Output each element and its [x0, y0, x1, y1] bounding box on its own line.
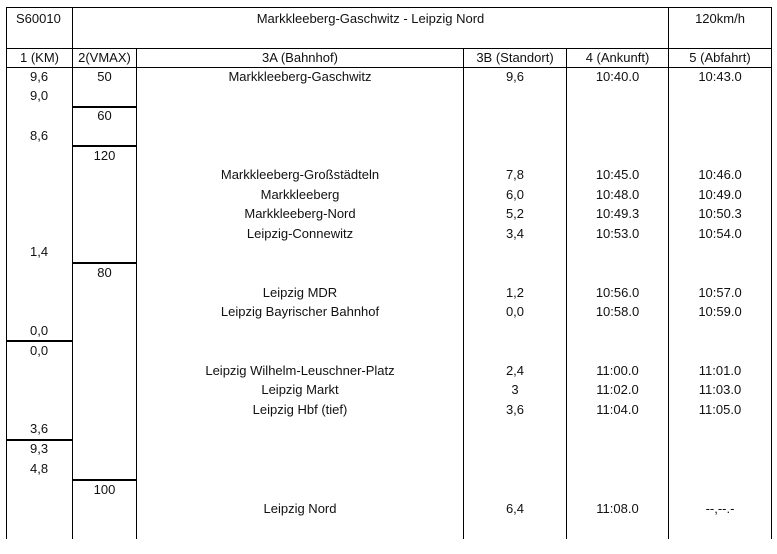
column-header-location: 3B (Standort) — [476, 50, 554, 65]
arrival-time: 10:53.0 — [595, 226, 640, 241]
route-title: Markkleeberg-Gaschwitz - Leipzig Nord — [256, 11, 485, 26]
arrival-time: 10:48.0 — [595, 187, 640, 202]
arrival-time: 11:00.0 — [596, 363, 639, 378]
train-id: S60010 — [16, 11, 61, 26]
station-name: Markkleeberg — [260, 187, 340, 202]
column-header-vmax: 2(VMAX) — [78, 50, 131, 65]
station-name: Leipzig Bayrischer Bahnhof — [220, 304, 380, 319]
station-name: Leipzig Hbf (tief) — [252, 402, 348, 417]
border-right — [771, 7, 772, 539]
station-location: 0,0 — [505, 304, 525, 319]
station-name: Leipzig MDR — [262, 285, 338, 300]
arrival-time: 11:02.0 — [596, 382, 639, 397]
station-location: 3 — [511, 382, 519, 397]
speed-limit: 50 — [97, 69, 112, 84]
station-location: 7,8 — [505, 167, 525, 182]
station-name: Leipzig-Connewitz — [246, 226, 354, 241]
station-name: Leipzig Markt — [261, 382, 339, 397]
station-location: 3,4 — [505, 226, 525, 241]
station-location: 1,2 — [505, 285, 525, 300]
column-header-departure: 5 (Abfahrt) — [689, 50, 751, 65]
departure-time: 10:49.0 — [698, 187, 742, 202]
km-mark: 0,0 — [30, 343, 49, 358]
station-location: 6,4 — [505, 501, 525, 516]
km-mark: 9,6 — [30, 69, 49, 84]
station-location: 6,0 — [505, 187, 525, 202]
km-mark: 0,0 — [30, 323, 49, 338]
arrival-time: 10:58.0 — [595, 304, 640, 319]
km-mark: 9,3 — [30, 441, 49, 456]
departure-time: 10:57.0 — [698, 285, 742, 300]
departure-time: 10:50.3 — [698, 206, 742, 221]
speed-limit: 60 — [97, 108, 112, 123]
station-name: Leipzig Wilhelm-Leuschner-Platz — [205, 363, 395, 378]
speed-limit: 100 — [93, 482, 116, 497]
station-name: Markkleeberg-Großstädteln — [220, 167, 380, 182]
departure-time: 11:03.0 — [698, 382, 742, 397]
max-speed: 120km/h — [695, 11, 745, 26]
station-name: Leipzig Nord — [263, 501, 337, 516]
column-header-arrival: 4 (Ankunft) — [585, 50, 650, 65]
speed-segment-line — [72, 262, 136, 264]
departure-time: 10:43.0 — [698, 69, 742, 84]
station-location: 2,4 — [505, 363, 525, 378]
km-mark: 1,4 — [30, 244, 49, 259]
arrival-time: 11:08.0 — [596, 501, 639, 516]
departure-time: 11:01.0 — [698, 363, 742, 378]
arrival-time: 10:40.0 — [595, 69, 640, 84]
km-mark: 3,6 — [30, 421, 49, 436]
arrival-time: 10:49.3 — [595, 206, 640, 221]
arrival-time: 10:56.0 — [595, 285, 640, 300]
divider-arrival-departure — [668, 7, 669, 539]
arrival-time: 11:04.0 — [596, 402, 639, 417]
arrival-time: 10:45.0 — [595, 167, 640, 182]
km-mark: 4,8 — [30, 461, 49, 476]
departure-time: 10:46.0 — [698, 167, 742, 182]
station-location: 3,6 — [505, 402, 525, 417]
station-location: 9,6 — [505, 69, 525, 84]
speed-segment-line — [72, 145, 136, 147]
departure-time: 11:05.0 — [698, 402, 742, 417]
column-header-divider — [6, 67, 772, 68]
station-name: Markkleeberg-Gaschwitz — [228, 69, 372, 84]
km-mark: 8,6 — [30, 128, 49, 143]
km-segment-line — [6, 340, 72, 342]
border-top — [6, 7, 772, 8]
column-header-km: 1 (KM) — [20, 50, 59, 65]
column-header-station: 3A (Bahnhof) — [262, 50, 338, 65]
departure-time: --,--.- — [705, 501, 735, 516]
departure-time: 10:59.0 — [698, 304, 742, 319]
station-location: 5,2 — [505, 206, 525, 221]
speed-segment-line — [72, 479, 136, 481]
km-mark: 9,0 — [30, 88, 49, 103]
border-left — [6, 7, 7, 539]
header-divider — [6, 48, 772, 49]
speed-limit: 80 — [97, 265, 112, 280]
departure-time: 10:54.0 — [698, 226, 742, 241]
station-name: Markkleeberg-Nord — [244, 206, 356, 221]
speed-limit: 120 — [93, 148, 116, 163]
